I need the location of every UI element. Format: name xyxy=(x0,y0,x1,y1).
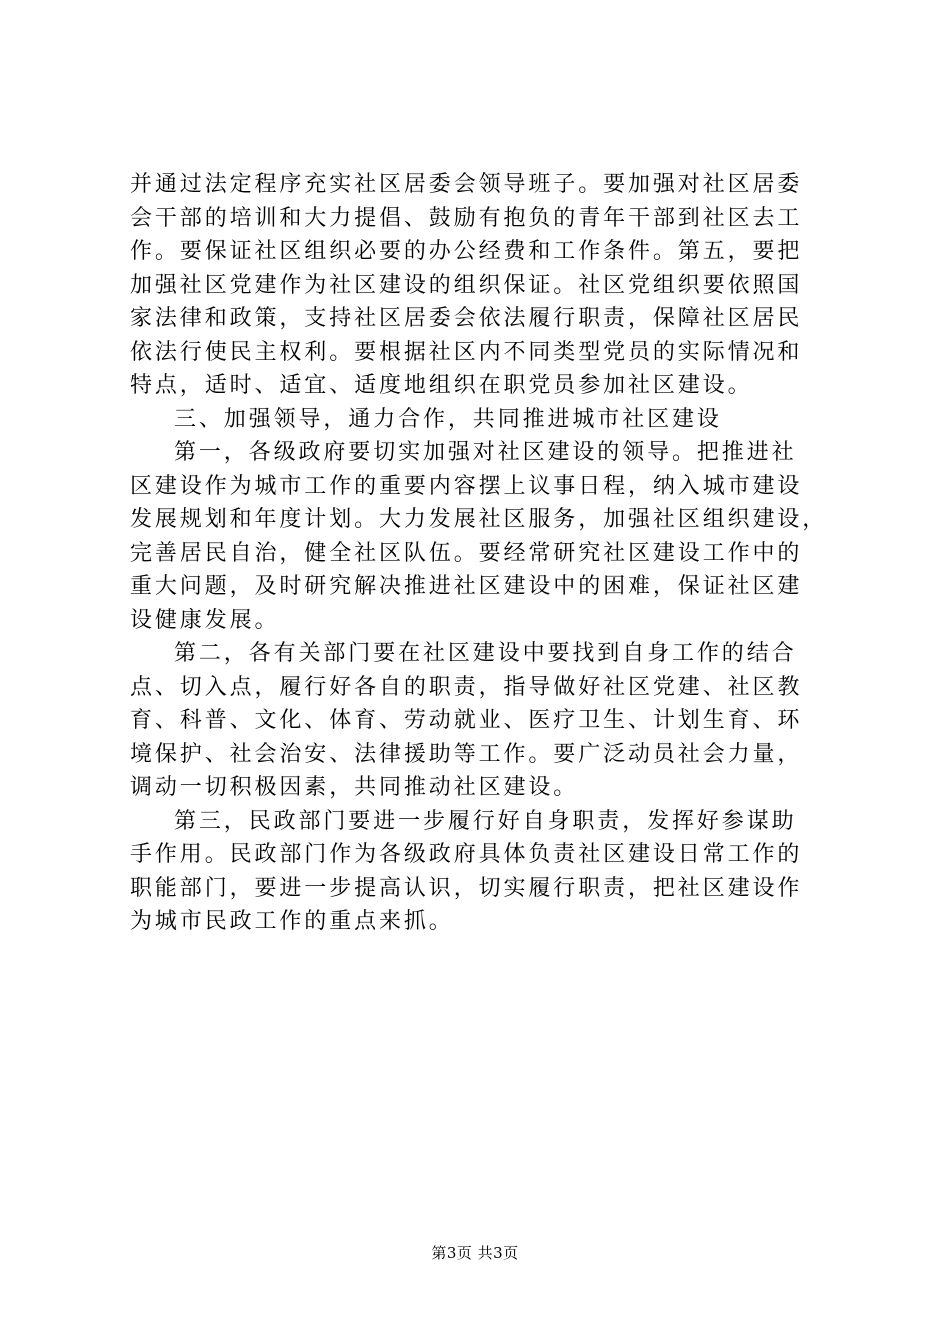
text-line: 设健康发展。 xyxy=(130,607,280,633)
text-line: 加强社区党建作为社区建设的组织保证。社区党组织要依照国 xyxy=(130,272,803,298)
section-heading: 三、加强领导，通力合作，共同推进城市社区建设 xyxy=(174,406,722,432)
text-line: 完善居民自治，健全社区队伍。要经常研究社区建设工作中的 xyxy=(130,540,803,566)
document-body xyxy=(130,168,830,939)
paragraph-first-line: 第一，各级政府要切实加强对社区建设的领导。把推进社 xyxy=(174,440,797,465)
text-line: 区建设作为城市工作的重要内容摆上议事日程，纳入城市建设 xyxy=(130,473,803,499)
text-line: 发展规划和年度计划。大力发展社区服务，加强社区组织建设， xyxy=(130,507,828,532)
text-line: 为城市民政工作的重点来抓。 xyxy=(130,909,454,934)
text-line: 手作用。民政部门作为各级政府具体负责社区建设日常工作的 xyxy=(130,842,803,867)
text-line: 职能部门，要进一步提高认识，切实履行职责，把社区建设作 xyxy=(130,875,803,901)
text-line: 调动一切积极因素，共同推动社区建设。 xyxy=(130,775,579,800)
text-line: 家法律和政策，支持社区居委会依法履行职责，保障社区居民 xyxy=(130,306,803,331)
text-line: 并通过法定程序充实社区居委会领导班子。要加强对社区居委 xyxy=(130,172,803,197)
text-line: 会干部的培训和大力提倡、鼓励有抱负的青年干部到社区去工 xyxy=(130,205,803,231)
text-line: 育、科普、文化、体育、劳动就业、医疗卫生、计划生育、环 xyxy=(130,708,803,733)
text-line: 重大问题，及时研究解决推进社区建设中的困难，保证社区建 xyxy=(130,574,803,599)
paragraph-first-line: 第三，民政部门要进一步履行好自身职责，发挥好参谋助 xyxy=(174,808,797,834)
text-line: 作。要保证社区组织必要的办公经费和工作条件。第五，要把 xyxy=(130,239,803,264)
text-line: 依法行使民主权利。要根据社区内不同类型党员的实际情况和 xyxy=(130,339,803,365)
text-line: 特点，适时、适宜、适度地组织在职党员参加社区建设。 xyxy=(130,373,753,398)
text-line: 境保护、社会治安、法律援助等工作。要广泛动员社会力量， xyxy=(130,741,803,767)
page-number-footer: 第3页 共3页 xyxy=(431,1244,519,1262)
text-line: 点、切入点，履行好各自的职责，指导做好社区党建、社区教 xyxy=(130,674,803,700)
paragraph-first-line: 第二，各有关部门要在社区建设中要找到自身工作的结合 xyxy=(174,641,797,666)
